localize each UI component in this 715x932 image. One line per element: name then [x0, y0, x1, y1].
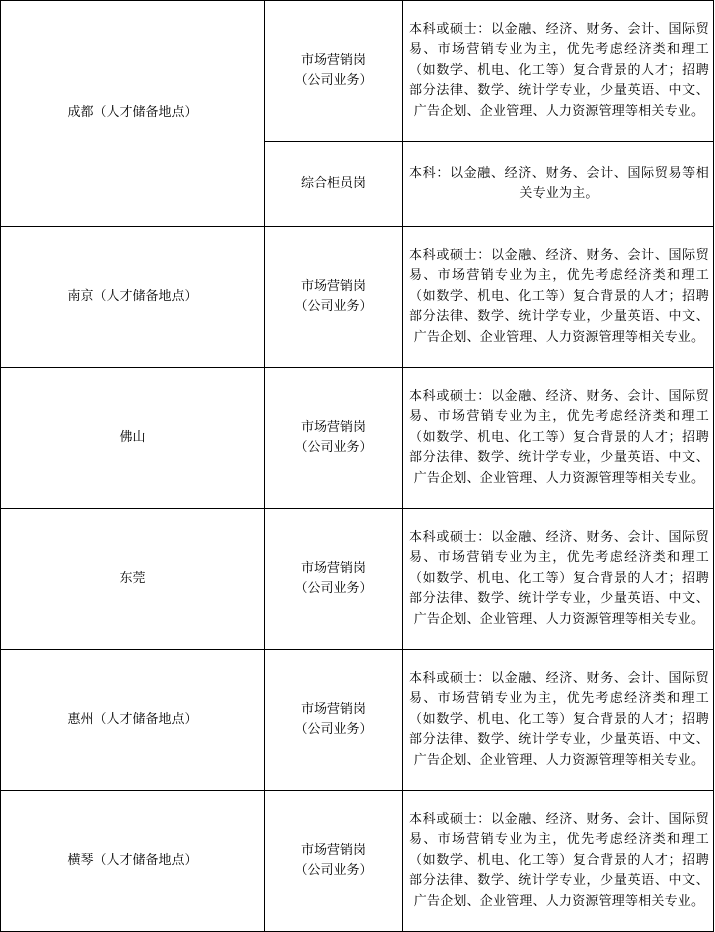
position-cell	[265, 650, 403, 791]
location-cell: 佛山	[1, 368, 265, 509]
location-cell: 横琴（人才储备地点）	[1, 791, 265, 932]
location-cell: 惠州（人才储备地点）	[1, 650, 265, 791]
requirement-cell: 本科或硕士：以金融、经济、财务、会计、国际贸易、市场营销专业为主，优先考虑经济类和理工（如数学、机电、化工等）复合背景的人才；招聘部分法律、数学、统计学专业，少量英语、中文、广告企划、企业管理、人力资源管理等相关专业。	[403, 509, 714, 650]
requirement-cell: 本科或硕士：以金融、经济、财务、会计、国际贸易、市场营销专业为主，优先考虑经济类和理工（如数学、机电、化工等）复合背景的人才；招聘部分法律、数学、统计学专业，少量英语、中文、广告企划、企业管理、人力资源管理等相关专业。	[403, 368, 714, 509]
recruitment-table-body	[1, 1, 714, 932]
requirement-cell: 本科或硕士：以金融、经济、财务、会计、国际贸易、市场营销专业为主，优先考虑经济类和理工（如数学、机电、化工等）复合背景的人才；招聘部分法律、数学、统计学专业，少量英语、中文、广告企划、企业管理、人力资源管理等相关专业。	[403, 650, 714, 791]
table-row	[1, 791, 714, 932]
table-row	[1, 509, 714, 650]
position-subtitle: （公司业务）	[294, 299, 373, 314]
position-title: 市场营销岗	[300, 560, 366, 576]
requirement-cell: 本科：以金融、经济、财务、会计、国际贸易等相关专业为主。	[403, 142, 714, 227]
position-title: 市场营销岗	[300, 52, 366, 68]
position-title: 市场营销岗	[300, 419, 366, 435]
requirement-cell: 本科或硕士：以金融、经济、财务、会计、国际贸易、市场营销专业为主，优先考虑经济类和理工（如数学、机电、化工等）复合背景的人才；招聘部分法律、数学、统计学专业，少量英语、中文、广告企划、企业管理、人力资源管理等相关专业。	[403, 1, 714, 142]
position-title: 市场营销岗	[300, 278, 366, 294]
position-cell	[265, 509, 403, 650]
requirement-cell: 本科或硕士：以金融、经济、财务、会计、国际贸易、市场营销专业为主，优先考虑经济类和理工（如数学、机电、化工等）复合背景的人才；招聘部分法律、数学、统计学专业，少量英语、中文、广告企划、企业管理、人力资源管理等相关专业。	[403, 227, 714, 368]
requirement-cell: 本科或硕士：以金融、经济、财务、会计、国际贸易、市场营销专业为主，优先考虑经济类和理工（如数学、机电、化工等）复合背景的人才；招聘部分法律、数学、统计学专业，少量英语、中文、广告企划、企业管理、人力资源管理等相关专业。	[403, 791, 714, 932]
position-title: 市场营销岗	[300, 842, 366, 858]
position-subtitle: （公司业务）	[294, 722, 373, 737]
position-subtitle: （公司业务）	[294, 581, 373, 596]
position-cell	[265, 227, 403, 368]
position-title: 市场营销岗	[300, 701, 366, 717]
location-cell: 东莞	[1, 509, 265, 650]
location-cell: 南京（人才储备地点）	[1, 227, 265, 368]
position-title: 综合柜员岗	[300, 175, 366, 191]
position-subtitle: （公司业务）	[294, 863, 373, 878]
position-cell	[265, 1, 403, 142]
table-row	[1, 650, 714, 791]
position-subtitle: （公司业务）	[294, 440, 373, 455]
location-cell: 成都（人才储备地点）	[1, 1, 265, 227]
table-row	[1, 1, 714, 142]
position-cell	[265, 142, 403, 227]
position-cell	[265, 791, 403, 932]
table-row	[1, 368, 714, 509]
position-cell	[265, 368, 403, 509]
position-subtitle: （公司业务）	[294, 73, 373, 88]
table-row	[1, 227, 714, 368]
